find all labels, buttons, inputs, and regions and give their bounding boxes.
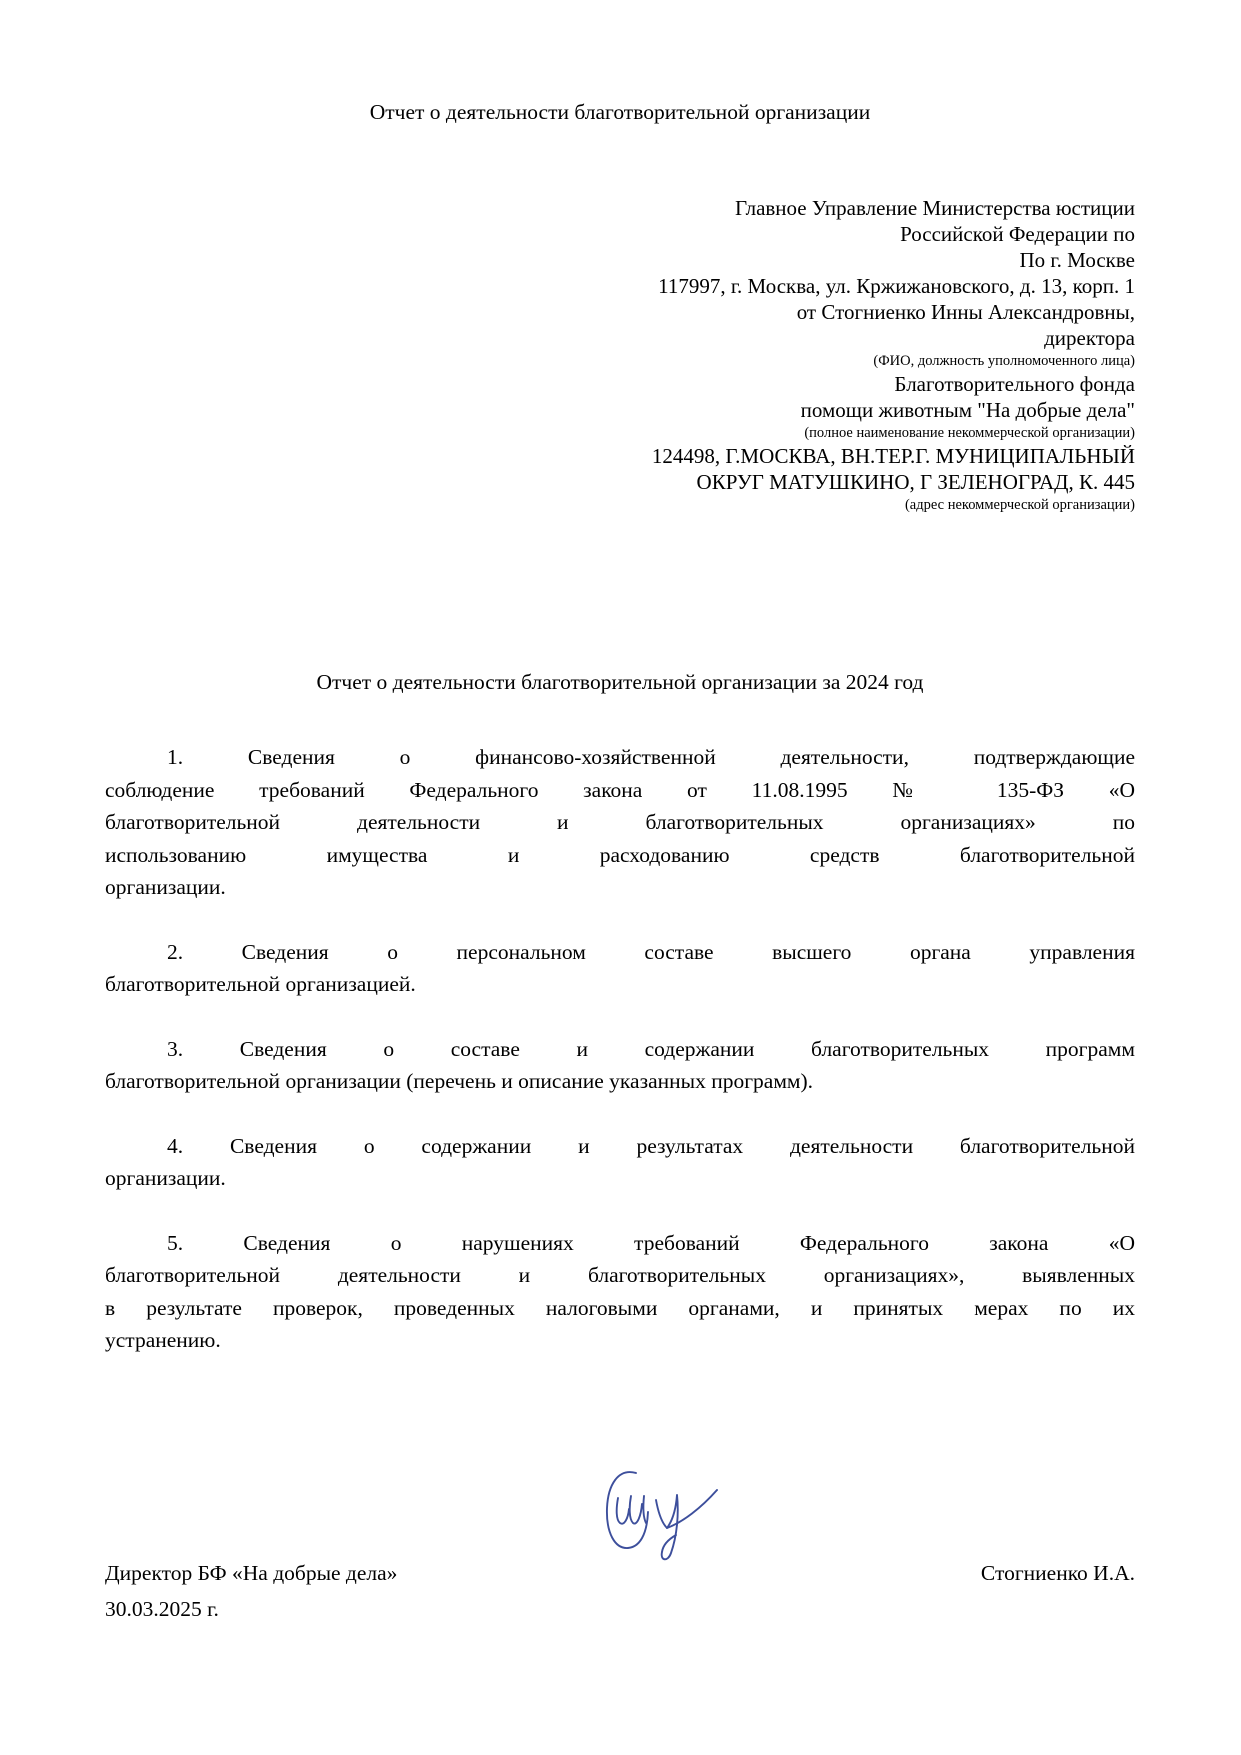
signer-position: Директор БФ «На добрые дела» [105,1561,398,1585]
recipient-address-line: 117997, г. Москва, ул. Кржижановского, д. 13, корп. 1 [658,274,1135,298]
paragraph-line: организации. [105,875,226,899]
paragraph-line: благотворительной организации (перечень и описание указанных программ). [105,1069,814,1093]
signature-date: 30.03.2025 г. [105,1597,219,1621]
fio-caption: (ФИО, должность уполномоченного лица) [873,353,1135,369]
recipient-line: Российской Федерации по [900,222,1135,246]
paragraph-line: организации. [105,1166,226,1190]
paragraph-line: 4. Сведения о содержании и результатах деятельности благотворительной [167,1133,1135,1158]
paragraph-line: 5. Сведения о нарушениях требований Федерального закона «О [167,1230,1135,1255]
recipient-position-line: директора [1044,326,1135,350]
signature-row [105,1558,1135,1588]
recipient-block [105,195,1135,515]
report-paragraph-4 [105,1130,1135,1195]
signature-strokes [607,1472,717,1559]
report-heading: Отчет о деятельности благотворительной организации за 2024 год [316,670,924,694]
paragraph-line: благотворительной организацией. [105,972,416,996]
report-paragraph-1 [105,741,1135,904]
paragraph-line: в результате проверок, проведенных налоговыми органами, и принятых мерах по их [105,1295,1135,1320]
org-address-line: ОКРУГ МАТУШКИНО, Г ЗЕЛЕНОГРАД, К. 445 [696,470,1135,494]
org-name-line: Благотворительного фонда [894,372,1135,396]
paragraph-line: соблюдение требований Федерального закона от 11.08.1995 № 135-ФЗ «О [105,777,1135,802]
report-paragraph-2 [105,936,1135,1001]
org-address-caption: (адрес некоммерческой организации) [904,497,1135,513]
paragraph-line: 1. Сведения о финансово-хозяйственной деятельности, подтверждающие [167,745,1135,769]
org-address-line: 124498, Г.МОСКВА, ВН.ТЕР.Г. МУНИЦИПАЛЬНЫЙ [651,444,1135,468]
org-name-line: помощи животным "На добрые дела" [800,398,1135,422]
report-paragraph-5 [105,1227,1135,1357]
paragraph-line: использованию имущества и расходованию средств благотворительной [105,842,1135,867]
signature-block [105,1558,1135,1624]
report-paragraph-3 [105,1033,1135,1098]
paragraph-line: 2. Сведения о персональном составе высшего органа управления [167,939,1135,964]
signer-name: Стогниенко И.А. [980,1561,1135,1585]
paragraph-line: устранению. [105,1328,221,1352]
org-name-caption: (полное наименование некоммерческой организации) [804,425,1135,441]
document-title: Отчет о деятельности благотворительной организации [369,100,871,124]
recipient-from-line: от Стогниенко Инны Александровны, [796,300,1135,324]
paragraph-line: благотворительной деятельности и благотворительных организациях», выявленных [105,1263,1135,1287]
paragraph-line: благотворительной деятельности и благотворительных организациях» по [105,810,1135,834]
recipient-line: Главное Управление Министерства юстиции [735,196,1135,220]
paragraph-line: 3. Сведения о составе и содержании благотворительных программ [167,1036,1135,1061]
recipient-line: По г. Москве [1019,248,1135,272]
